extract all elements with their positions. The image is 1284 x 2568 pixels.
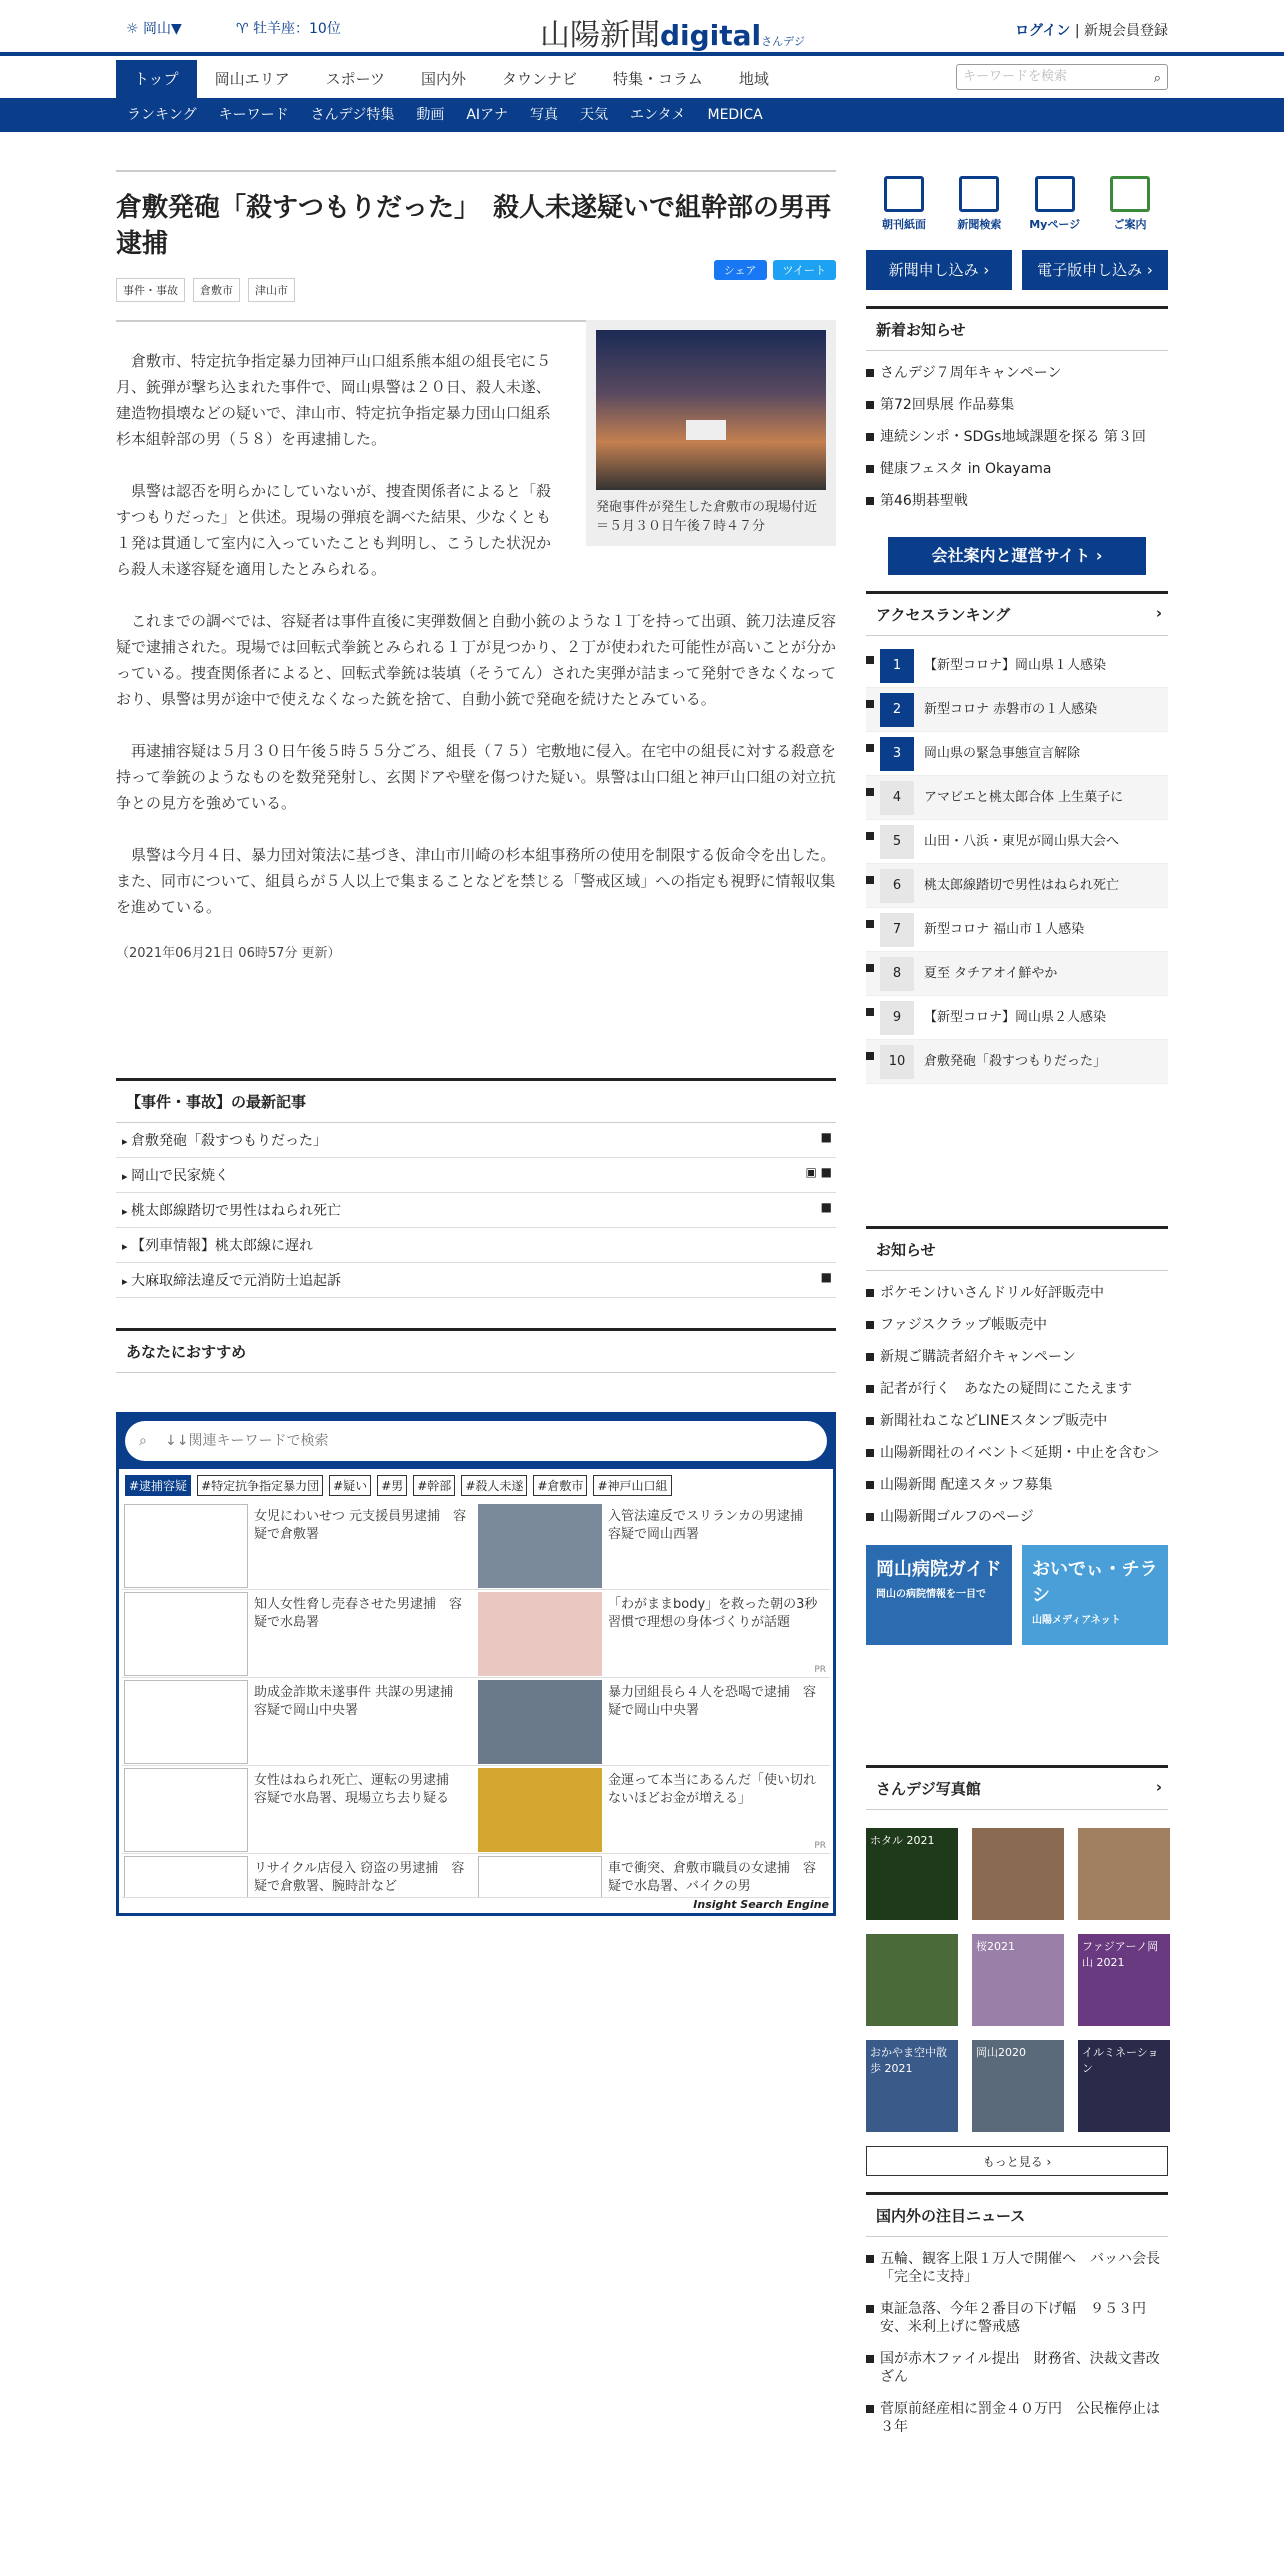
- rank-number: 6: [880, 869, 914, 903]
- gallery-heading-label: さんデジ写真館: [876, 1780, 981, 1798]
- widget-search-bar: [119, 1415, 833, 1469]
- list-item[interactable]: 山陽新聞ゴルフのページ: [866, 1501, 1168, 1533]
- ranking-title: 夏至 タチアオイ鮮やか: [924, 965, 1058, 981]
- keyword-chips: [119, 1469, 833, 1502]
- newspaper-apply-button[interactable]: 新聞申し込み ›: [866, 250, 1012, 290]
- recommend-section: [116, 1328, 836, 1373]
- keyword-chip[interactable]: #特定抗争指定暴力団: [197, 1475, 323, 1496]
- article-title: 倉敷発砲「殺すつもりだった」 殺人未遂疑いで組幹部の男再逮捕: [116, 170, 836, 262]
- rank-number: 3: [880, 737, 914, 771]
- gallery-thumbnail[interactable]: ホタル 2021: [866, 1828, 958, 1920]
- thumbnail: [124, 1768, 248, 1852]
- ranking-title: 倉敷発砲「殺すつもりだった」: [924, 1053, 1107, 1069]
- ranking-item[interactable]: [866, 820, 1168, 864]
- thumbnail: [478, 1856, 602, 1898]
- world-news: [866, 2192, 1168, 2443]
- ranking-title: 岡山県の緊急事態宣言解除: [924, 745, 1081, 761]
- recommend-title: 金運って本当にあるんだ「使い切れないほどお金が増える」: [608, 1773, 817, 1806]
- list-item[interactable]: 五輪、観客上限１万人で開催へ バッハ会長「完全に支持」: [866, 2243, 1168, 2293]
- subnav-item[interactable]: キーワード: [218, 107, 289, 123]
- keyword-chip[interactable]: #男: [377, 1475, 407, 1496]
- gallery-thumbnail[interactable]: ファジアーノ岡山 2021: [1078, 1934, 1170, 2026]
- nav-tab[interactable]: 特集・コラム: [613, 70, 703, 88]
- paragraph: 県警は認否を明らかにしていないが、捜査関係者によると「殺すつもりだった」と供述。現場の弾痕を調べた結果、少なくとも１発は貫通して室内に入っていたことも判明し、こうした状況から殺人未遂容疑を適用したとみられる。: [116, 482, 552, 578]
- sub-nav: [0, 98, 1284, 132]
- recommend-item[interactable]: [476, 1590, 830, 1678]
- recommend-title: 暴力団組長ら４人を恐喝で逮捕 容疑で岡山中央署: [608, 1685, 817, 1718]
- section-heading: お知らせ: [866, 1229, 1168, 1271]
- subnav-item[interactable]: 動画: [416, 107, 445, 123]
- keyword-chip[interactable]: #逮捕容疑: [125, 1475, 191, 1496]
- tag[interactable]: 倉敷市: [193, 278, 240, 302]
- subnav-item[interactable]: さんデジ特集: [310, 107, 395, 123]
- banner-sub: 岡山の病院情報を一目で: [876, 1589, 986, 1600]
- search-icon: [959, 176, 999, 212]
- quick-link-label: ご案内: [1113, 218, 1147, 231]
- rank-number: 5: [880, 825, 914, 859]
- paragraph: 再逮捕容疑は５月３０日午後５時５５分ごろ、組長（７５）宅敷地に侵入。在宅中の組長に対する殺意を持って拳銃のようなものを数発発射し、玄関ドアや壁を傷つけた疑い。県警は山口組と神戸山口組の対立抗争との見方を強めている。: [116, 742, 837, 812]
- keyword-chip[interactable]: #神戸山口組: [593, 1475, 671, 1496]
- list-item[interactable]: 東証急落、今年２番目の下げ幅 ９５３円安、米利上げに警戒感: [866, 2293, 1168, 2343]
- search-icon: ⌕: [139, 1433, 147, 1449]
- keyword-search-input[interactable]: [125, 1421, 827, 1461]
- recommend-item[interactable]: [122, 1590, 476, 1678]
- news-notices: [866, 306, 1168, 575]
- photo-gallery: [866, 1765, 1168, 2176]
- digital-apply-button[interactable]: 電子版申し込み ›: [1022, 250, 1168, 290]
- paragraph: これまでの調べでは、容疑者は事件直後に実弾数個と自動小銃のような１丁を持って出頭、銃刀法違反容疑で逮捕された。現場では回転式拳銃とみられる１丁が見つかり、２丁が使われた可能性が高いことが分かっている。捜査関係者によると、回転式拳銃は装填（そうてん）された実弾が詰まって発射できなくなっており、県警は男が途中で使えなくなった銃を捨て、自動小銃で発砲を続けたとみている。: [116, 612, 837, 708]
- site-logo[interactable]: [540, 10, 805, 54]
- nav-tab[interactable]: スポーツ: [325, 70, 385, 88]
- banner-sub: 山陽メディアネット: [1032, 1615, 1121, 1626]
- recommend-title: 入管法違反でスリランカの男逮捕 容疑で岡山西署: [608, 1509, 817, 1542]
- rank-number: 7: [880, 913, 914, 947]
- list-item[interactable]: さんデジ７周年キャンペーン: [866, 357, 1168, 389]
- banner-title: 岡山病院ガイド: [876, 1559, 1002, 1580]
- ranking-item[interactable]: [866, 688, 1168, 732]
- article-tags: [116, 278, 836, 302]
- article: [116, 170, 836, 961]
- region-selector[interactable]: ☼ 岡山▼: [126, 21, 182, 37]
- rank-number: 2: [880, 693, 914, 727]
- list-item[interactable]: 第46期碁聖戦: [866, 485, 1168, 517]
- newspaper-icon: [884, 176, 924, 212]
- quick-link[interactable]: [951, 176, 1007, 232]
- apply-buttons: [866, 250, 1168, 290]
- photo-caption: 発砲事件が発生した倉敷市の現場付近＝５月３０日午後７時４７分: [596, 500, 818, 534]
- recommend-grid: [119, 1502, 833, 1898]
- thumbnail: [124, 1504, 248, 1588]
- thumbnail: [478, 1592, 602, 1676]
- fortune-label: 牡羊座：10位: [253, 21, 341, 37]
- ranking-item[interactable]: [866, 644, 1168, 688]
- recommend-item[interactable]: [122, 1766, 476, 1854]
- nav-tab[interactable]: 国内外: [420, 70, 466, 88]
- ranking-item[interactable]: [866, 864, 1168, 908]
- list-item[interactable]: 新聞社ねこなどLINEスタンプ販売中: [866, 1405, 1168, 1437]
- notices: [866, 1226, 1168, 1645]
- gallery-thumbnail[interactable]: [866, 1934, 958, 2026]
- quick-link-label: Myページ: [1029, 218, 1081, 231]
- list-item-label: 大麻取締法違反で元消防士追起訴: [131, 1273, 342, 1289]
- twitter-share-button[interactable]: ツイート: [773, 260, 836, 280]
- search-icon[interactable]: ⌕: [1153, 71, 1161, 86]
- camera-icon: ▣ ■: [805, 1165, 832, 1179]
- recommend-title: 女児にわいせつ 元支援員男逮捕 容疑で倉敷署: [254, 1509, 467, 1542]
- photo-grid: [866, 1828, 1168, 2132]
- list-item[interactable]: [116, 1193, 836, 1228]
- subnav-item[interactable]: AIアナ: [466, 107, 509, 123]
- access-ranking: [866, 591, 1168, 1084]
- ranking-title: 山田・八浜・東児が岡山県大会へ: [924, 833, 1120, 849]
- nav-tab[interactable]: トップ: [116, 60, 197, 98]
- ranking-item[interactable]: [866, 952, 1168, 996]
- banners: [866, 1545, 1168, 1645]
- recommend-item[interactable]: [476, 1678, 830, 1766]
- engine-label: Insight Search Engine: [693, 1898, 829, 1911]
- top-header: [0, 0, 1284, 56]
- article-photo[interactable]: [596, 330, 826, 490]
- gallery-thumbnail[interactable]: おかやま空中散歩 2021: [866, 2040, 958, 2132]
- fortune-link[interactable]: ♈ 牡羊座：10位: [236, 21, 341, 37]
- recommend-item[interactable]: [476, 1766, 830, 1854]
- quick-link-label: 新聞検索: [957, 218, 1002, 231]
- camera-icon: ■: [820, 1270, 832, 1284]
- chevron-right-icon: ›: [1155, 1778, 1162, 1796]
- gallery-thumbnail[interactable]: イルミネーション: [1078, 2040, 1170, 2132]
- list-item[interactable]: [116, 1228, 836, 1263]
- recommend-title: 女性はねられ死亡、運転の男逮捕 容疑で水島署、現場立ち去り疑る: [254, 1773, 463, 1806]
- rank-number: 9: [880, 1001, 914, 1035]
- tag[interactable]: 事件・事故: [116, 278, 185, 302]
- main-nav: [0, 60, 1284, 98]
- quick-link[interactable]: [1027, 176, 1083, 232]
- article-figure: [586, 320, 836, 546]
- gallery-thumbnail[interactable]: [1078, 1828, 1170, 1920]
- quick-icons: [866, 170, 1168, 238]
- tag[interactable]: 津山市: [248, 278, 295, 302]
- flyer-banner[interactable]: [1022, 1545, 1168, 1645]
- nav-tab[interactable]: タウンナビ: [502, 70, 578, 88]
- list-item[interactable]: ファジスクラップ帳販売中: [866, 1309, 1168, 1341]
- keyword-chip[interactable]: #幹部: [413, 1475, 455, 1496]
- share-buttons: [714, 260, 836, 280]
- search-placeholder: キーワードを検索: [963, 69, 1068, 84]
- quick-link[interactable]: [876, 176, 932, 232]
- section-heading[interactable]: [866, 594, 1168, 636]
- camera-icon: ■: [820, 1200, 832, 1214]
- quick-link[interactable]: [1102, 176, 1158, 232]
- nav-tab[interactable]: 岡山エリア: [214, 70, 290, 88]
- gallery-thumbnail[interactable]: 岡山2020: [972, 2040, 1064, 2132]
- subnav-item[interactable]: MEDICA: [707, 107, 763, 123]
- paragraph: 県警は今月４日、暴力団対策法に基づき、津山市川崎の杉本組事務所の使用を制限する仮命令を出した。また、同市について、組員らが５人以上で集まることなどを禁じる「警戒区域」への指定も視野に情報収集を進めている。: [116, 846, 836, 916]
- keyword-chip[interactable]: #倉敷市: [533, 1475, 587, 1496]
- ranking-title: 【新型コロナ】岡山県２人感染: [924, 1009, 1107, 1025]
- recommend-heading: あなたにおすすめ: [116, 1331, 836, 1373]
- list-item[interactable]: 国が赤木ファイル提出 財務省、決裁文書改ざん: [866, 2343, 1168, 2393]
- pr-label: PR: [814, 1665, 826, 1675]
- list-item-label: 岡山で民家焼く: [131, 1168, 230, 1184]
- login-link[interactable]: ログイン: [1015, 23, 1071, 39]
- auth-links: ログイン | 新規会員登録: [1015, 23, 1168, 39]
- chevron-right-icon: ›: [1155, 604, 1162, 622]
- nav-tab[interactable]: 地域: [738, 70, 769, 88]
- recommend-title: 「わがままbody」を救った朝の3秒習慣で理想の身体づくりが話題: [608, 1597, 818, 1630]
- recommend-item[interactable]: [476, 1502, 830, 1590]
- search-placeholder: ↓↓関連キーワードで検索: [165, 1433, 329, 1449]
- ranking-item[interactable]: [866, 732, 1168, 776]
- rank-number: 8: [880, 957, 914, 991]
- list-item[interactable]: 記者が行く あなたの疑問にこたえます: [866, 1373, 1168, 1405]
- banner-title: おいでぃ・チラシ: [1032, 1559, 1158, 1606]
- rank-number: 1: [880, 649, 914, 683]
- thumbnail: [478, 1680, 602, 1764]
- recommend-title: 知人女性脅し売春させた男逮捕 容疑で水島署: [254, 1597, 463, 1630]
- recommend-item[interactable]: [122, 1502, 476, 1590]
- list-item[interactable]: 菅原前経産相に罰金４０万円 公民権停止は３年: [866, 2393, 1168, 2443]
- keyword-chip[interactable]: #殺人未遂: [461, 1475, 527, 1496]
- ranking-item[interactable]: [866, 996, 1168, 1040]
- ranking-heading-label: アクセスランキング: [876, 606, 1011, 624]
- latest-heading: 【事件・事故】の最新記事: [116, 1081, 836, 1123]
- rank-number: 10: [880, 1045, 914, 1079]
- more-photos-button[interactable]: もっと見る ›: [866, 2146, 1168, 2176]
- ranking-title: 【新型コロナ】岡山県１人感染: [924, 657, 1107, 673]
- subnav-item[interactable]: ランキング: [127, 107, 197, 123]
- list-item[interactable]: 山陽新聞 配達スタッフ募集: [866, 1469, 1168, 1501]
- ranking-title: 新型コロナ 福山市１人感染: [924, 921, 1085, 937]
- list-item[interactable]: 新規ご購読者紹介キャンペーン: [866, 1341, 1168, 1373]
- section-heading[interactable]: [866, 1768, 1168, 1810]
- recommend-item[interactable]: [122, 1678, 476, 1766]
- ranking-title: アマビエと桃太郎合体 上生菓子に: [924, 789, 1124, 805]
- list-item[interactable]: 健康フェスタ in Okayama: [866, 453, 1168, 485]
- gallery-thumbnail[interactable]: [972, 1828, 1064, 1920]
- ranking-item[interactable]: [866, 908, 1168, 952]
- recommend-title: 車で衝突、倉敷市職員の女逮捕 容疑で水島署、バイクの男: [608, 1861, 817, 1894]
- list-item-label: 桃太郎線踏切で男性はねられ死亡: [131, 1203, 342, 1219]
- list-item[interactable]: ポケモンけいさんドリル好評販売中: [866, 1277, 1168, 1309]
- thumbnail: [124, 1592, 248, 1676]
- keyword-chip[interactable]: #疑い: [329, 1475, 371, 1496]
- subnav-item[interactable]: 天気: [580, 107, 609, 123]
- rank-number: 4: [880, 781, 914, 815]
- list-item-label: 【列車情報】桃太郎線に遅れ: [131, 1238, 314, 1254]
- gallery-thumbnail[interactable]: 桜2021: [972, 1934, 1064, 2026]
- logo-sub: digital: [660, 19, 762, 52]
- guide-icon: [1110, 176, 1150, 212]
- user-icon: [1035, 176, 1075, 212]
- list-item[interactable]: 連続シンポ・SDGs地域課題を探る 第３回: [866, 421, 1168, 453]
- quick-link-label: 朝刊紙面: [882, 218, 926, 231]
- list-item[interactable]: [116, 1263, 836, 1298]
- ranking-item[interactable]: [866, 776, 1168, 820]
- latest-articles: [116, 1078, 836, 1298]
- ranking-title: 新型コロナ 赤磐市の１人感染: [924, 701, 1098, 717]
- subnav-item[interactable]: 写真: [530, 107, 559, 123]
- list-item[interactable]: 第72回県展 作品募集: [866, 389, 1168, 421]
- sidebar: [866, 170, 1168, 2443]
- list-item-label: 倉敷発砲「殺すつもりだった」: [131, 1133, 328, 1149]
- list-item[interactable]: [116, 1158, 836, 1193]
- facebook-share-button[interactable]: シェア: [714, 260, 767, 280]
- section-heading: 新着お知らせ: [866, 309, 1168, 351]
- camera-icon: ■: [820, 1130, 832, 1144]
- thumbnail: [124, 1680, 248, 1764]
- insight-search-widget: [116, 1412, 836, 1916]
- ranking-item[interactable]: [866, 1040, 1168, 1084]
- register-link[interactable]: 新規会員登録: [1084, 23, 1168, 39]
- search-input[interactable]: [956, 64, 1168, 90]
- thumbnail: [478, 1504, 602, 1588]
- logo-main: 山陽新聞: [540, 18, 660, 53]
- recommend-item[interactable]: [476, 1854, 830, 1898]
- thumbnail: [124, 1856, 248, 1898]
- recommend-item[interactable]: [122, 1854, 476, 1898]
- list-item[interactable]: [116, 1123, 836, 1158]
- list-item[interactable]: 山陽新聞社のイベント＜延期・中止を含む＞: [866, 1437, 1168, 1469]
- section-heading: 国内外の注目ニュース: [866, 2195, 1168, 2237]
- region-label: 岡山▼: [143, 21, 182, 37]
- thumbnail: [478, 1768, 602, 1852]
- recommend-title: リサイクル店侵入 窃盗の男逮捕 容疑で倉敷署、腕時計など: [254, 1861, 465, 1894]
- hospital-guide-banner[interactable]: [866, 1545, 1012, 1645]
- paragraph: 倉敷市、特定抗争指定暴力団神戸山口組系熊本組の組長宅に５月、銃弾が撃ち込まれた事件で、岡山県警は２０日、殺人未遂、建造物損壊などの疑いで、津山市、特定抗争指定暴力団山口組系杉本組幹部の男（５８）を再逮捕した。: [116, 352, 552, 448]
- subnav-item[interactable]: エンタメ: [630, 107, 686, 123]
- ranking-title: 桃太郎線踏切で男性はねられ死亡: [924, 877, 1120, 893]
- recommend-title: 助成金詐欺未遂事件 共謀の男逮捕 容疑で岡山中央署: [254, 1685, 467, 1718]
- pr-label: PR: [814, 1841, 826, 1851]
- updated-time: （2021年06月21日 06時57分 更新）: [116, 946, 341, 961]
- logo-badge: さんデジ: [761, 35, 805, 48]
- corp-button[interactable]: 会社案内と運営サイト ›: [888, 537, 1146, 575]
